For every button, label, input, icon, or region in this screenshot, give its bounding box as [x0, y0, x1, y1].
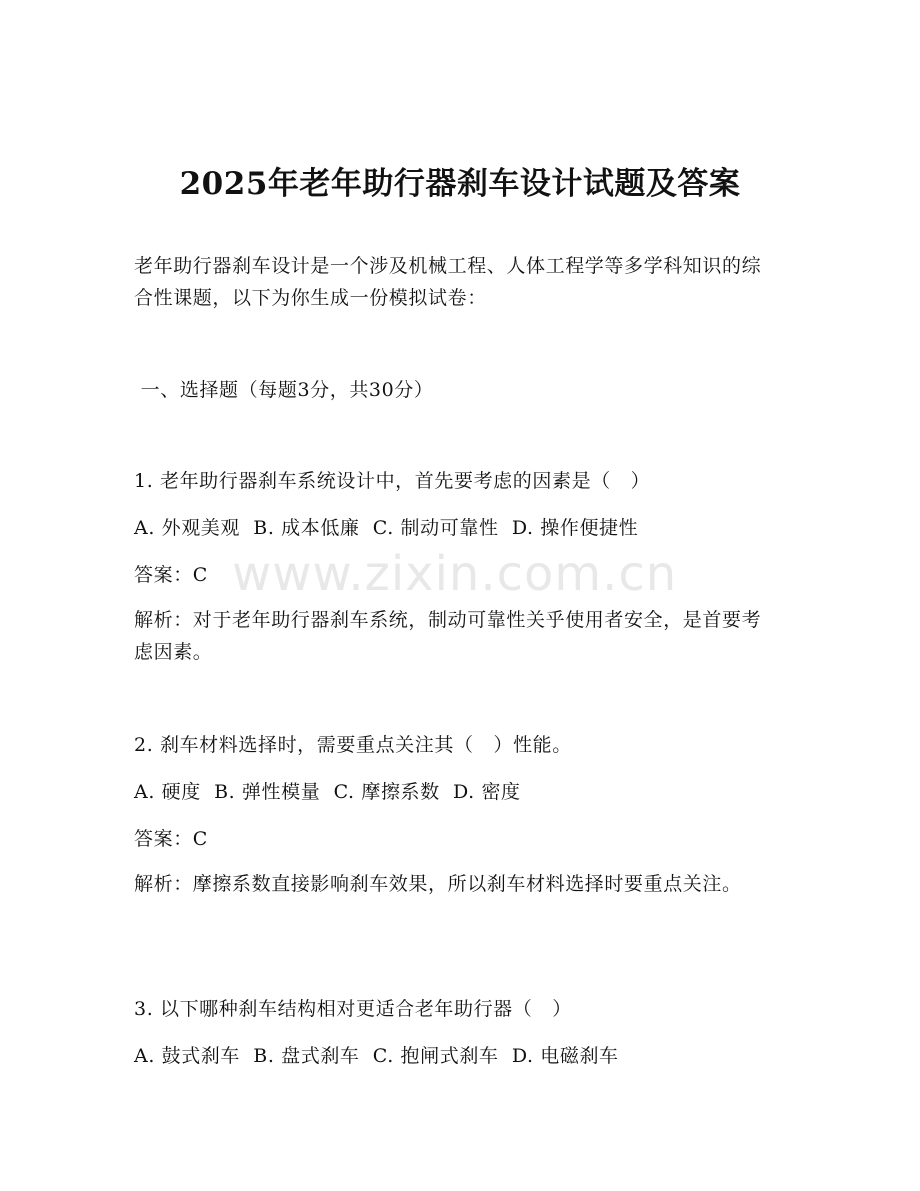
question-1-analysis: 解析：对于老年助行器刹车系统，制动可靠性关乎使用者安全，是首要考虑因素。 — [134, 609, 762, 663]
question-3-stem: 3. 以下哪种刹车结构相对更适合老年助行器（ ） — [134, 998, 572, 1020]
watermark: www.zixin.com.cn — [232, 546, 678, 602]
question-1-stem: 1. 老年助行器刹车系统设计中，首先要考虑的因素是（ ） — [134, 470, 651, 492]
page-title: 2025年老年助行器刹车设计试题及答案 — [179, 166, 741, 202]
question-3-options: A. 鼓式刹车 B. 盘式刹车 C. 抱闸式刹车 D. 电磁刹车 — [134, 1045, 619, 1067]
question-2-stem: 2. 刹车材料选择时，需要重点关注其（ ）性能。 — [134, 734, 572, 756]
question-1-answer: 答案：C — [134, 564, 208, 586]
question-1-options: A. 外观美观 B. 成本低廉 C. 制动可靠性 D. 操作便捷性 — [134, 517, 639, 539]
question-2-answer: 答案：C — [134, 828, 208, 850]
question-2-analysis: 解析：摩擦系数直接影响刹车效果，所以刹车材料选择时要重点关注。 — [134, 873, 742, 895]
question-2-options: A. 硬度 B. 弹性模量 C. 摩擦系数 D. 密度 — [134, 781, 521, 803]
section-heading: 一、选择题（每题3分，共30分） — [134, 379, 434, 401]
intro-paragraph: 老年助行器刹车设计是一个涉及机械工程、人体工程学等多学科知识的综合性课题，以下为你生成一份模拟试卷： — [134, 255, 762, 309]
